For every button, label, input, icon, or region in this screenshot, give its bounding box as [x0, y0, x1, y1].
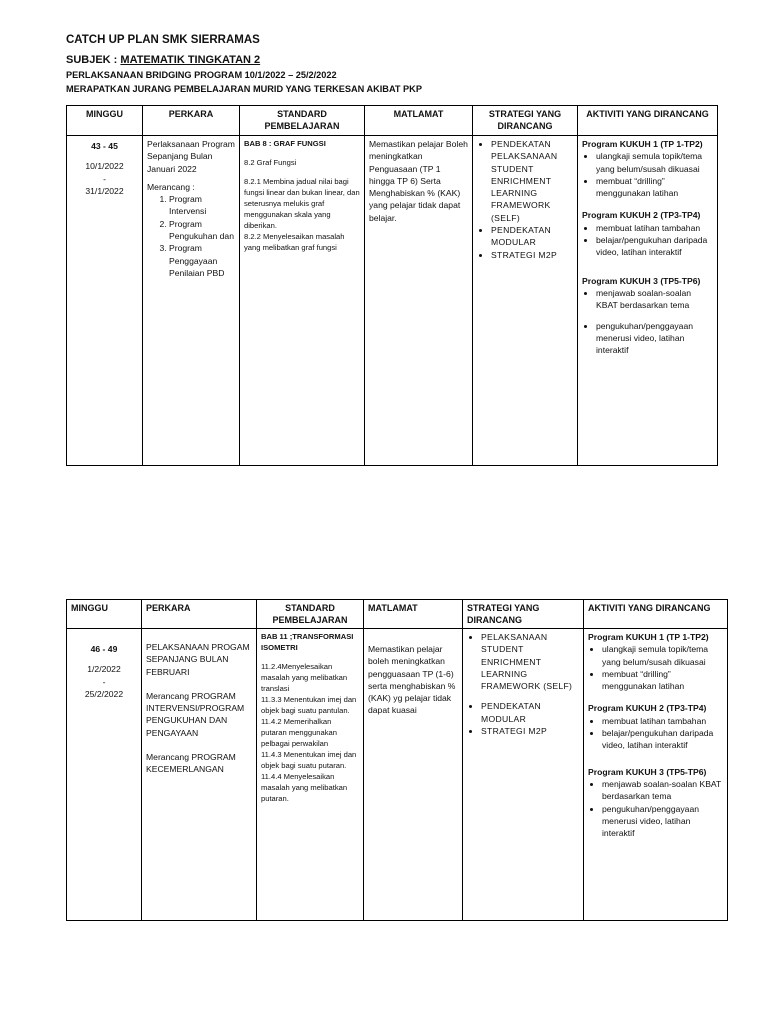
week-range: 46 - 49 — [90, 644, 118, 654]
minggu-cell — [67, 136, 143, 466]
matlamat-text: Memastikan pelajar boleh meningkatkan pengguasaan TP (1-6) serta menghabiskan % (KAK) yg pelajar tidak dapat kuasai — [368, 644, 456, 716]
strategi-cell — [473, 136, 578, 466]
table-header-row — [67, 600, 728, 629]
program-title: Program KUKUH 1 (TP 1-TP2) — [582, 139, 703, 149]
plan-list — [147, 193, 235, 279]
col-standard: STANDARD PEMBELAJARAN — [240, 106, 365, 136]
table-row — [67, 136, 718, 466]
col-strategi: STRATEGI YANG DIRANCANG — [463, 600, 584, 629]
activity-list — [582, 222, 713, 259]
col-perkara: PERKARA — [142, 600, 257, 629]
date-start: 10/1/2022 — [85, 161, 124, 172]
list-item: • STRATEGI M2P — [491, 249, 573, 261]
program-title: Program KUKUH 2 (TP3-TP4) — [582, 210, 701, 221]
week-range: 43 - 45 — [91, 141, 118, 151]
program-title: Program KUKUH 2 (TP3-TP4) — [588, 703, 707, 714]
col-minggu: MINGGU — [67, 600, 142, 629]
date-separator: - — [102, 676, 106, 687]
col-strategi: STRATEGI YANG DIRANCANG — [473, 106, 578, 136]
table-header-row — [67, 106, 718, 136]
col-matlamat: MATLAMAT — [364, 600, 463, 629]
list-item: • membuat latihan tambahan — [596, 222, 713, 234]
matlamat-cell — [364, 629, 463, 921]
list-item: • PENDEKATAN PELAKSANAAN STUDENT ENRICHMENT LEARNING FRAMEWORK (SELF) — [491, 138, 573, 224]
standard-item: 8.2.2 Menyelesaikan masalah yang melibatkan graf fungsi — [244, 232, 345, 252]
date-end: 25/2/2022 — [84, 688, 124, 699]
standard-item: 11.3.3 Menentukan imej dan objek bagi suatu pantulan. — [261, 695, 357, 715]
standard-cell — [240, 136, 365, 466]
program-goal-heading: MERAPATKAN JURANG PEMBELAJARAN MURID YANG TERKESAN AKIBAT PKP — [66, 84, 422, 94]
col-matlamat: MATLAMAT — [365, 106, 473, 136]
aktiviti-cell — [578, 136, 718, 466]
strategy-list — [477, 138, 573, 261]
topic-title: 8.2 Graf Fungsi — [244, 158, 297, 167]
document-title: CATCH UP PLAN SMK SIERRAMAS — [66, 34, 260, 46]
list-item: • PENDEKATAN MODULAR — [491, 224, 573, 249]
program-title: Program KUKUH 3 (TP5-TP6) — [588, 766, 707, 777]
col-perkara: PERKARA — [143, 106, 240, 136]
list-item: Penilaian PBD — [169, 267, 225, 278]
list-item: • belajar/pengukuhan daripada video, latihan interaktif — [596, 234, 713, 259]
list-item: • ulangkaji semula topik/tema yang belum/susah dikuasai — [602, 643, 723, 668]
list-item: 3. Program Penggayaan — [169, 242, 235, 267]
list-item: • ulangkaji semula topik/tema yang belum/susah dikuasai — [596, 150, 713, 175]
program-title: Program KUKUH 3 (TP5-TP6) — [582, 275, 701, 286]
strategi-cell — [463, 629, 584, 921]
list-item: • menjawab soalan-soalan KBAT berdasarkan tema — [596, 287, 713, 312]
plan-table-1 — [66, 105, 718, 466]
program-title: Program KUKUH 1 (TP 1-TP2) — [588, 632, 709, 642]
perkara-paragraph: Merancang PROGRAM INTERVENSI/PROGRAM PENGUKUHAN DAN PENGAYAAN — [146, 690, 245, 738]
standard-item: 11.2.4Menyelesaikan masalah yang melibatkan translasi — [261, 662, 348, 693]
standard-item: 11.4.3 Menentukan imej dan objek bagi suatu putaran. — [261, 750, 357, 770]
activity-list — [588, 643, 723, 692]
list-item: • belajar/pengukuhan daripada video, latihan interaktif — [602, 727, 723, 752]
activity-list — [588, 715, 723, 752]
table-row — [67, 629, 728, 921]
subject-line — [66, 54, 260, 66]
list-item: • PELAKSANAAN STUDENT ENRICHMENT LEARNING FRAMEWORK (SELF) — [481, 631, 579, 692]
col-aktiviti: AKTIVITI YANG DIRANCANG — [584, 600, 728, 629]
perkara-cell — [142, 629, 257, 921]
standard-cell — [257, 629, 364, 921]
chapter-title: BAB 11 ;TRANSFORMASI ISOMETRI — [261, 632, 354, 652]
list-item: • pengukuhan/penggayaan menerusi video, latihan interaktif — [602, 803, 723, 840]
date-start: 1/2/2022 — [87, 664, 121, 675]
plan-label: Merancang : — [147, 181, 195, 192]
program-period: PERLAKSANAAN BRIDGING PROGRAM 10/1/2022 – 25/2/2022 — [66, 70, 337, 80]
standard-item: 11.4.2 Memerihalkan putaran menggunakan pelbagai perwakilan — [261, 717, 337, 748]
activity-list — [582, 150, 713, 199]
perkara-paragraph: PELAKSANAAN PROGAM SEPANJANG BULAN FEBRUARI — [146, 642, 250, 677]
standard-item: 8.2.1 Membina jadual nilai bagi fungsi linear dan bukan linear, dan seterusnya melukis graf menggunakan skala yang diberikan. — [244, 177, 360, 230]
list-item: • pengukuhan/penggayaan menerusi video, latihan interaktif — [596, 320, 713, 357]
list-item: • PENDEKATAN MODULAR — [481, 700, 579, 725]
plan-table-2 — [66, 599, 728, 921]
aktiviti-cell — [584, 629, 728, 921]
strategy-list — [467, 631, 579, 737]
perkara-intro: Perlaksanaan Program Sepanjang Bulan Januari 2022 — [147, 139, 235, 174]
perkara-paragraph: Merancang PROGRAM KECEMERLANGAN — [146, 752, 236, 775]
list-item: • membuat latihan tambahan — [602, 715, 723, 727]
activity-list — [588, 778, 723, 839]
list-item: • menjawab soalan-soalan KBAT berdasarkan tema — [602, 778, 723, 803]
matlamat-cell: Memastikan pelajar Boleh meningkatkan Penguasaan (TP 1 hingga TP 6) Serta Menghabiskan % (KAK) yang pelajar tidak dapat belajar. — [365, 136, 473, 466]
date-end: 31/1/2022 — [85, 185, 124, 196]
list-item: 2. Program Pengukuhan dan — [169, 218, 235, 243]
subject-value: MATEMATIK TINGKATAN 2 — [120, 54, 261, 66]
col-minggu: MINGGU — [67, 106, 143, 136]
subject-label: SUBJEK : — [66, 54, 121, 66]
chapter-title: BAB 8 : GRAF FUNGSI — [244, 139, 326, 148]
activity-list — [582, 287, 713, 356]
list-item: • membuat “drilling” menggunakan latihan — [602, 668, 723, 693]
col-aktiviti: AKTIVITI YANG DIRANCANG — [578, 106, 718, 136]
list-item: • STRATEGI M2P — [481, 725, 579, 737]
minggu-cell — [67, 629, 142, 921]
list-item: • membuat “drilling” menggunakan latihan — [596, 175, 713, 200]
perkara-cell — [143, 136, 240, 466]
list-item: 1. Program Intervensi — [169, 193, 235, 218]
date-separator: - — [103, 173, 106, 184]
col-standard: STANDARD PEMBELAJARAN — [257, 600, 364, 629]
standard-item: 11.4.4 Menyelesaikan masalah yang melibatkan putaran. — [261, 772, 348, 803]
